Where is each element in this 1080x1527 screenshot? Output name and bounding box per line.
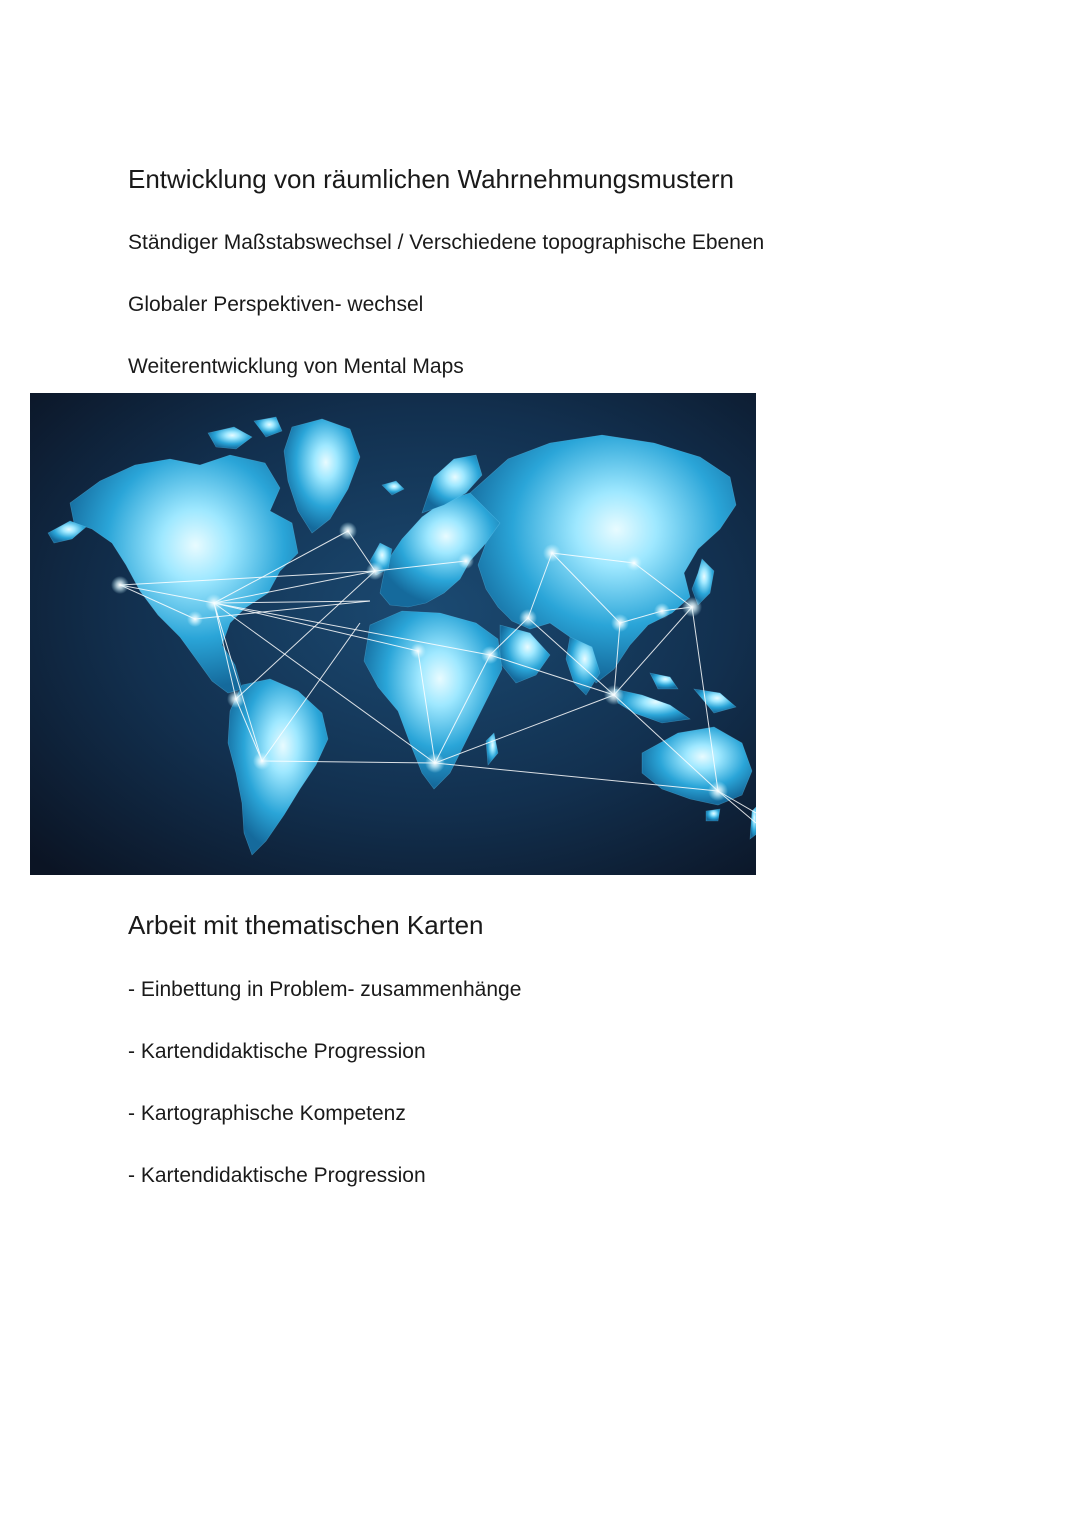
world-map-network-image: [30, 393, 756, 875]
section-title-thematic-maps: Arbeit mit thematischen Karten: [128, 910, 484, 940]
text-line-mental-maps: Weiterentwicklung von Mental Maps: [128, 355, 464, 378]
text-line-scale-change: Ständiger Maßstabswechsel / Verschiedene topographische Ebenen: [128, 231, 765, 254]
list-item: - Einbettung in Problem- zusammenhänge: [128, 978, 522, 1001]
list-item: - Kartendidaktische Progression: [128, 1164, 426, 1187]
list-item: - Kartendidaktische Progression: [128, 1040, 426, 1063]
list-item: - Kartographische Kompetenz: [128, 1102, 406, 1125]
text-line-perspective-change: Globaler Perspektiven- wechsel: [128, 293, 424, 316]
section-title-perception: Entwicklung von räumlichen Wahrnehmungsmustern: [128, 164, 734, 194]
